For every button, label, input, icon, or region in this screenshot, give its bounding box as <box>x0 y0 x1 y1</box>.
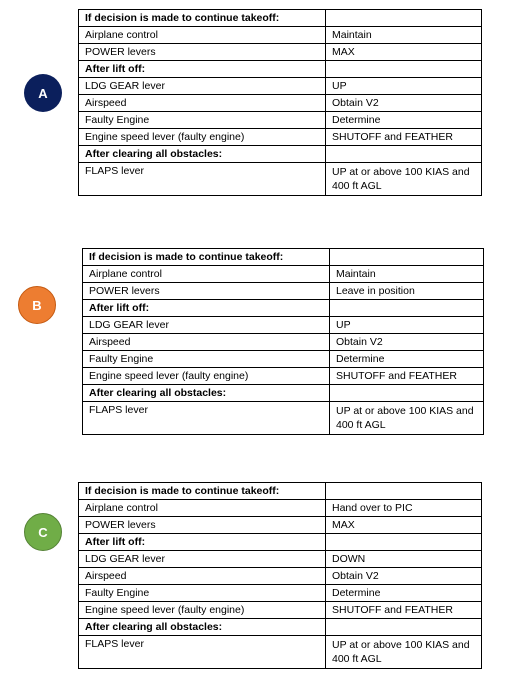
checklist-action: Determine <box>326 585 482 602</box>
checklist-row <box>79 27 482 44</box>
checklist-action: Hand over to PIC <box>326 500 482 517</box>
checklist-item: FLAPS lever <box>79 636 326 669</box>
checklist-item: FLAPS lever <box>83 402 330 435</box>
section-header-row <box>79 10 482 27</box>
checklist-row <box>79 163 482 196</box>
checklist-row <box>83 402 484 435</box>
checklist-row <box>83 317 484 334</box>
checklist-action: SHUTOFF and FEATHER <box>330 368 484 385</box>
section-header-row <box>79 61 482 78</box>
checklist-action: Maintain <box>330 266 484 283</box>
checklist-item: Airspeed <box>83 334 330 351</box>
section-header-row <box>79 146 482 163</box>
checklist-action: DOWN <box>326 551 482 568</box>
checklist-action: MAX <box>326 517 482 534</box>
checklist-action: Determine <box>330 351 484 368</box>
section-heading: If decision is made to continue takeoff: <box>79 10 326 27</box>
checklist-item: LDG GEAR lever <box>83 317 330 334</box>
option-b-badge[interactable] <box>18 286 56 324</box>
checklist-action <box>330 385 484 402</box>
checklist-row <box>79 602 482 619</box>
checklist-item: Faulty Engine <box>83 351 330 368</box>
checklist-row <box>79 78 482 95</box>
checklist-action: Obtain V2 <box>326 568 482 585</box>
checklist-action: Maintain <box>326 27 482 44</box>
option-b-label: B <box>32 297 42 313</box>
checklist-action: UP <box>330 317 484 334</box>
section-header-row <box>83 385 484 402</box>
checklist-item: Airspeed <box>79 95 326 112</box>
section-heading: After clearing all obstacles: <box>79 619 326 636</box>
checklist-action <box>326 10 482 27</box>
section-header-row <box>83 249 484 266</box>
checklist-item: POWER levers <box>79 517 326 534</box>
checklist-action: Obtain V2 <box>326 95 482 112</box>
checklist-row <box>79 568 482 585</box>
section-header-row <box>79 483 482 500</box>
checklist-item: LDG GEAR lever <box>79 551 326 568</box>
checklist-row <box>83 283 484 300</box>
section-heading: If decision is made to continue takeoff: <box>79 483 326 500</box>
option-b-checklist-table <box>82 248 484 435</box>
checklist-row <box>79 517 482 534</box>
checklist-action: MAX <box>326 44 482 61</box>
checklist-action: Leave in position <box>330 283 484 300</box>
checklist-item: POWER levers <box>83 283 330 300</box>
checklist-item: Airplane control <box>79 500 326 517</box>
checklist-action <box>330 249 484 266</box>
checklist-item: Faulty Engine <box>79 585 326 602</box>
checklist-action: UP at or above 100 KIAS and 400 ft AGL <box>330 402 484 435</box>
checklist-action <box>326 61 482 78</box>
section-heading: If decision is made to continue takeoff: <box>83 249 330 266</box>
checklist-action <box>326 146 482 163</box>
option-c-checklist-table <box>78 482 482 669</box>
checklist-action <box>326 619 482 636</box>
section-heading: After clearing all obstacles: <box>79 146 326 163</box>
checklist-row <box>83 351 484 368</box>
checklist-action <box>330 300 484 317</box>
section-heading: After lift off: <box>79 534 326 551</box>
checklist-action: UP at or above 100 KIAS and 400 ft AGL <box>326 163 482 196</box>
section-heading: After lift off: <box>83 300 330 317</box>
option-a-label: A <box>38 85 48 101</box>
checklist-row <box>83 266 484 283</box>
checklist-row <box>83 334 484 351</box>
section-heading: After clearing all obstacles: <box>83 385 330 402</box>
checklist-action: UP <box>326 78 482 95</box>
checklist-row <box>79 112 482 129</box>
checklist-row <box>79 95 482 112</box>
checklist-action: SHUTOFF and FEATHER <box>326 129 482 146</box>
checklist-row <box>79 636 482 669</box>
checklist-row <box>79 551 482 568</box>
checklist-item: LDG GEAR lever <box>79 78 326 95</box>
checklist-item: Airplane control <box>83 266 330 283</box>
checklist-action: Determine <box>326 112 482 129</box>
checklist-row <box>79 44 482 61</box>
checklist-row <box>83 368 484 385</box>
checklist-action: Obtain V2 <box>330 334 484 351</box>
checklist-row <box>79 585 482 602</box>
checklist-row <box>79 500 482 517</box>
option-a-checklist-table <box>78 9 482 196</box>
checklist-item: Airplane control <box>79 27 326 44</box>
checklist-item: FLAPS lever <box>79 163 326 196</box>
checklist-action <box>326 483 482 500</box>
checklist-item: Engine speed lever (faulty engine) <box>79 129 326 146</box>
checklist-item: Engine speed lever (faulty engine) <box>83 368 330 385</box>
checklist-item: POWER levers <box>79 44 326 61</box>
option-c-badge[interactable] <box>24 513 62 551</box>
section-header-row <box>79 534 482 551</box>
option-a-badge[interactable] <box>24 74 62 112</box>
checklist-item: Airspeed <box>79 568 326 585</box>
section-header-row <box>83 300 484 317</box>
checklist-item: Engine speed lever (faulty engine) <box>79 602 326 619</box>
checklist-item: Faulty Engine <box>79 112 326 129</box>
section-heading: After lift off: <box>79 61 326 78</box>
checklist-action: SHUTOFF and FEATHER <box>326 602 482 619</box>
section-header-row <box>79 619 482 636</box>
option-c-label: C <box>38 524 48 540</box>
checklist-action: UP at or above 100 KIAS and 400 ft AGL <box>326 636 482 669</box>
checklist-action <box>326 534 482 551</box>
checklist-row <box>79 129 482 146</box>
